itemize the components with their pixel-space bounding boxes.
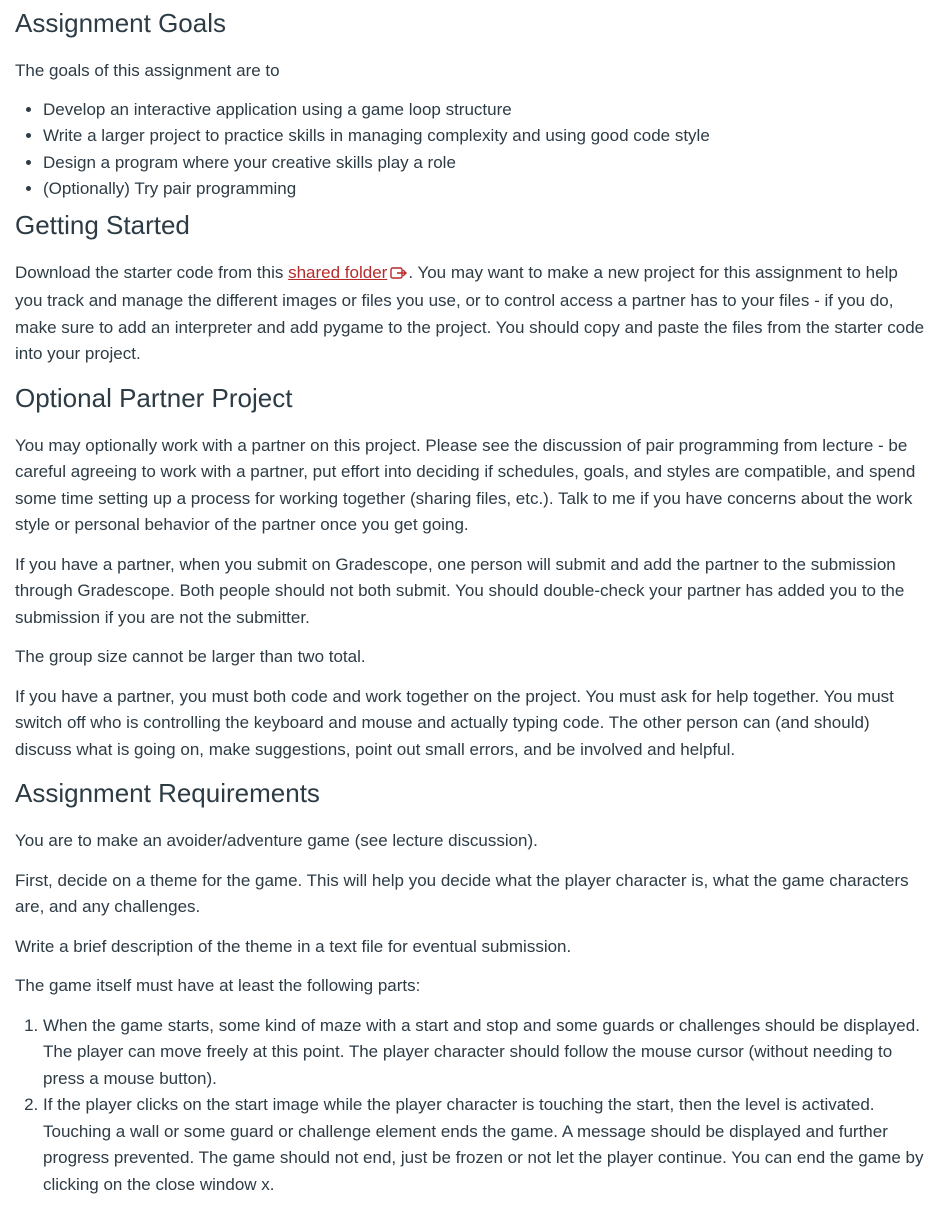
requirements-steps xyxy=(15,1013,926,1199)
goals-item: • (Optionally) Try pair programming xyxy=(43,176,926,203)
requirements-paragraph: Write a brief description of the theme in a text file for eventual submission. xyxy=(15,936,572,956)
goals-heading: Assignment Goals xyxy=(15,8,226,38)
requirements-step: 1. When the game starts, some kind of maze with a start and stop and some guards or challenges should be displayed. The player can move freely at this point. The player character should follow the mouse cursor (without needing to press a mouse button). xyxy=(43,1013,926,1093)
external-link-icon[interactable] xyxy=(390,262,408,289)
partner-heading: Optional Partner Project xyxy=(15,382,293,413)
getting-started-heading: Getting Started xyxy=(15,209,190,240)
shared-folder-link[interactable]: shared folder xyxy=(288,262,388,282)
partner-paragraph: If you have a partner, you must both code and work together on the project. You must ask for help together. You must switch off who is controlling the keyboard and mouse and actually typing code. The other person can (and should) discuss what is going on, make suggestions, point out small errors, and be involved and helpful. xyxy=(15,686,894,759)
goals-intro: The goals of this assignment are to xyxy=(15,61,280,80)
partner-paragraph: The group size cannot be larger than two total. xyxy=(15,647,366,666)
getting-started-text-after: . You may want to make a new project for this assignment to help you track and manage the different images or files you use, or to control access a partner has to your files - if you do, make sure to add an interpreter and add pygame to the project. You should copy and paste the files from the starter code into your project. xyxy=(15,262,925,363)
partner-paragraph: You may optionally work with a partner on this project. Please see the discussion of pair programming from lecture - be careful agreeing to work with a partner, put effort into deciding if schedules, goals, and styles are compatible, and spend some time setting up a process for working together (sharing files, etc.). Talk to me if you have concerns about the work style or personal behavior of the partner once you get going. xyxy=(15,435,916,534)
requirements-paragraph: First, decide on a theme for the game. This will help you decide what the player character is, what the game characters are, and any challenges. xyxy=(15,870,909,916)
requirements-heading: Assignment Requirements xyxy=(15,778,320,808)
assignment-page xyxy=(0,7,940,1198)
requirements-step: 2. If the player clicks on the start image while the player character is touching the start, then the level is activated. Touching a wall or some guard or challenge element ends the game. A message should be displayed and further progress prevented. The game should not end, just be frozen or not let the player continue. You can end the game by clicking on the close window x. xyxy=(43,1092,926,1198)
goals-list xyxy=(15,97,926,203)
partner-paragraph: If you have a partner, when you submit on Gradescope, one person will submit and add the partner to the submission through Gradescope. Both people should not both submit. You should double-check your partner has added you to the submission if you are not the submitter. xyxy=(15,554,905,627)
getting-started-text-before: Download the starter code from this xyxy=(15,262,289,282)
requirements-paragraph: The game itself must have at least the following parts: xyxy=(15,976,421,995)
requirements-paragraph: You are to make an avoider/adventure game (see lecture discussion). xyxy=(15,831,538,850)
goals-item: • Design a program where your creative skills play a role xyxy=(43,150,926,177)
goals-item: • Develop an interactive application using a game loop structure xyxy=(43,97,926,124)
goals-item: • Write a larger project to practice skills in managing complexity and using good code style xyxy=(43,123,926,150)
getting-started-paragraph xyxy=(15,260,926,368)
